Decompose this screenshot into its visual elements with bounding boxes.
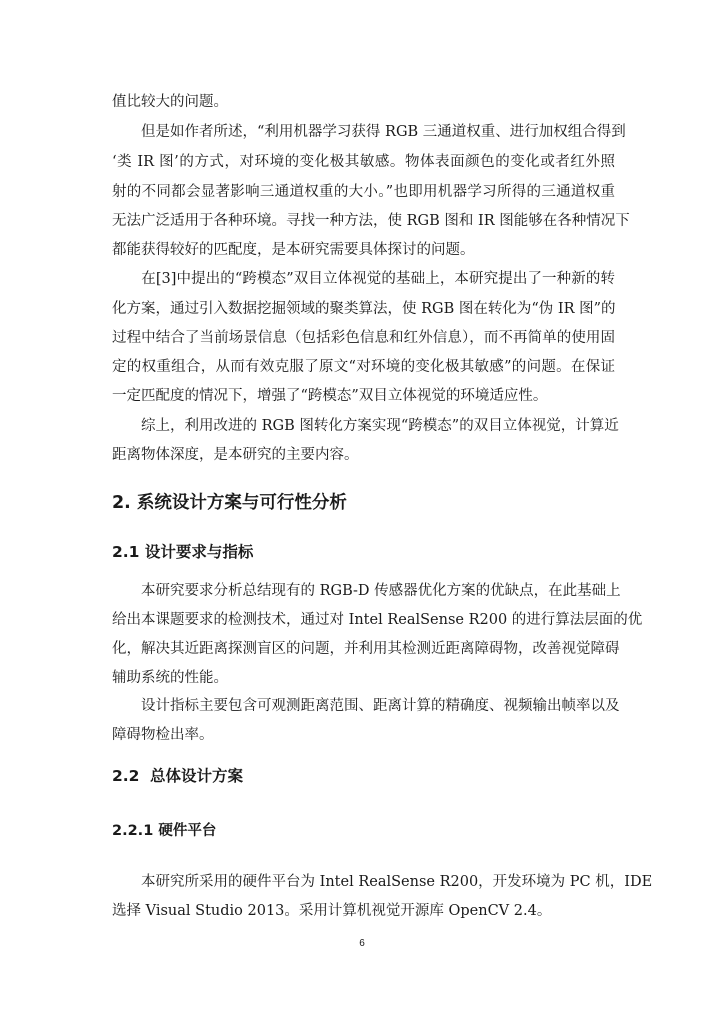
- page-number: 6: [359, 938, 365, 949]
- paragraph-line: 射的不同都会显著影响三通道权重的大小。”也即用机器学习所得的三通道权重: [112, 184, 615, 200]
- paragraph-line: 过程中结合了当前场景信息（包括彩色信息和红外信息），而不再简单的使用固: [112, 330, 615, 346]
- paragraph-line: 值比较大的问题。: [112, 94, 228, 110]
- paragraph-line: 综上，利用改进的 RGB 图转化方案实现“跨模态”的双目立体视觉，计算近: [112, 418, 619, 434]
- paragraph-line: 化方案，通过引入数据挖掘领域的聚类算法，使 RGB 图在转化为“伪 IR 图”的: [112, 301, 616, 317]
- paragraph-line: 本研究要求分析总结现有的 RGB-D 传感器优化方案的优缺点，在此基础上: [112, 583, 621, 599]
- section-heading: 2. 系统设计方案与可行性分析: [112, 493, 347, 513]
- paragraph-line: 在[3]中提出的“跨模态”双目立体视觉的基础上，本研究提出了一种新的转: [112, 271, 615, 287]
- paragraph-line: 设计指标主要包含可观测距离范围、距离计算的精确度、视频输出帧率以及: [112, 698, 620, 714]
- subsection-heading: 2.1 设计要求与指标: [112, 543, 254, 561]
- paragraph-line: 无法广泛适用于各种环境。寻找一种方法，使 RGB 图和 IR 图能够在各种情况下: [112, 213, 630, 229]
- paragraph-line: 选择 Visual Studio 2013。采用计算机视觉开源库 OpenCV 2.4。: [112, 903, 552, 919]
- paragraph-line: 化，解决其近距离探测盲区的问题，并利用其检测近距离障碍物，改善视觉障碍: [112, 641, 620, 657]
- subsubsection-heading: 2.2.1 硬件平台: [112, 823, 217, 839]
- paragraph-line: 本研究所采用的硬件平台为 Intel RealSense R200，开发环境为 PC 机，IDE: [112, 874, 653, 890]
- paragraph-line: 障碍物检出率。: [112, 727, 214, 743]
- subsection-title: 总体设计方案: [150, 767, 244, 785]
- paragraph-line: 定的权重组合，从而有效克服了原文“对环境的变化极其敏感”的问题。在保证: [112, 359, 615, 375]
- paragraph-line: 辅助系统的性能。: [112, 670, 228, 686]
- subsection-number: 2.2: [112, 767, 140, 785]
- paragraph-line: 都能获得较好的匹配度，是本研究需要具体探讨的问题。: [112, 242, 475, 258]
- subsection-heading: [112, 765, 243, 787]
- paragraph-line: 距离物体深度，是本研究的主要内容。: [112, 447, 359, 463]
- paragraph-line: 一定匹配度的情况下，增强了“跨模态”双目立体视觉的环境适应性。: [112, 388, 548, 404]
- paragraph-line: ‘类 IR 图’的方式，对环境的变化极其敏感。物体表面颜色的变化或者红外照: [112, 154, 615, 170]
- paragraph-line: 但是如作者所述，“利用机器学习获得 RGB 三通道权重、进行加权组合得到: [112, 124, 626, 140]
- paragraph-line: 给出本课题要求的检测技术，通过对 Intel RealSense R200 的进行算法层面的优: [112, 612, 643, 628]
